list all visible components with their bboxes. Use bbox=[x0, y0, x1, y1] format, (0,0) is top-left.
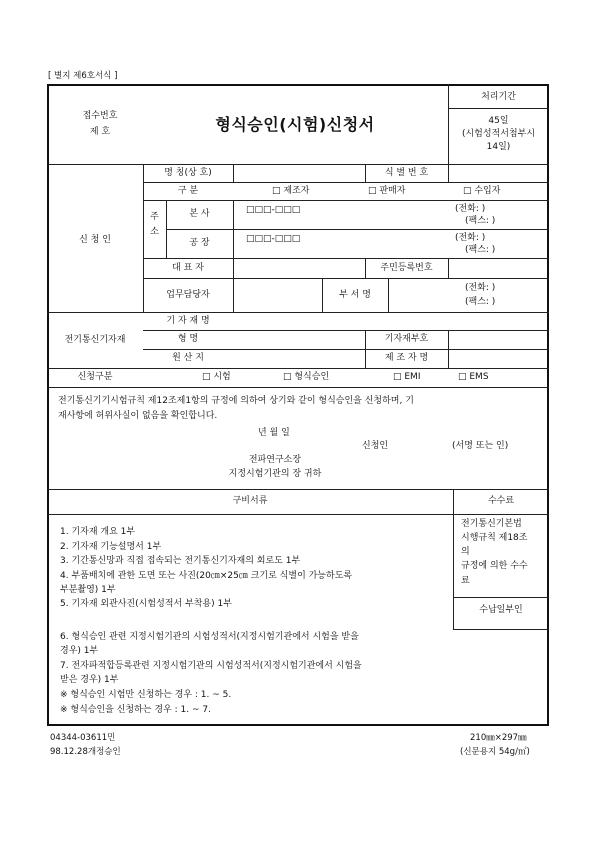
doc-item: 6. 형식승인 관련 지정시험기관의 시험성적서(지정시험기관에서 시험을 받을 bbox=[60, 632, 359, 642]
declaration-sign: (서명 또는 인) bbox=[452, 441, 509, 451]
factory-postcode[interactable]: □□□-□□□ bbox=[246, 234, 301, 244]
form-tag: [ 별지 제6호서식 ] bbox=[48, 71, 118, 81]
fee-line: 의 bbox=[461, 547, 470, 557]
receipt-no-label: 접수번호 bbox=[82, 111, 118, 121]
staff-tel[interactable]: (전화: ) bbox=[465, 283, 496, 293]
doc-item: 5. 기자재 외관사진(시험성적서 부착용) 1부 bbox=[60, 599, 232, 609]
declaration-applicant: 신청인 bbox=[362, 441, 389, 451]
period-note: (시험성적서첨부시 bbox=[461, 129, 536, 139]
form-title: 형식승인(시험)신청서 bbox=[215, 115, 375, 134]
fee-line: 료 bbox=[461, 576, 470, 586]
hq-fax[interactable]: (팩스: ) bbox=[465, 216, 496, 226]
declaration-date: 년 월 일 bbox=[258, 428, 290, 438]
period-label: 처리기간 bbox=[481, 92, 516, 102]
stamp-label: 수납일부인 bbox=[479, 605, 523, 615]
hq-postcode[interactable]: □□□-□□□ bbox=[246, 205, 301, 215]
hq-tel[interactable]: (전화: ) bbox=[455, 204, 486, 214]
equipment-section-label: 전기통신기자재 bbox=[64, 335, 126, 345]
type-label: 구 분 bbox=[177, 186, 199, 196]
model-label: 형 명 bbox=[177, 334, 199, 344]
address-label-bottom: 소 bbox=[150, 227, 159, 237]
equipment-name-label: 기 자 재 명 bbox=[166, 316, 210, 326]
name-label: 명 칭(상 호) bbox=[164, 168, 212, 178]
staff-fax[interactable]: (팩스: ) bbox=[465, 297, 496, 307]
doc-item: 2. 기자재 기능설명서 1부 bbox=[60, 542, 162, 552]
declaration-line-2: 재사항에 허위사실이 없음을 확인합니다. bbox=[58, 411, 218, 421]
resident-no-label: 주민등록번호 bbox=[380, 263, 433, 273]
staff-label: 업무담당자 bbox=[166, 290, 210, 300]
origin-label: 원 산 지 bbox=[172, 353, 204, 363]
footer-paper: (신문용지 54g/㎡) bbox=[460, 747, 530, 757]
opt-ems-checkbox[interactable]: □ EMS bbox=[458, 372, 489, 382]
maker-label: 제 조 자 명 bbox=[384, 353, 429, 363]
footer-code: 04344-03611민 bbox=[50, 733, 116, 743]
doc-note: ※ 형식승인 시험만 신청하는 경우 : 1. ~ 5. bbox=[60, 690, 232, 700]
doc-note: ※ 형식승인을 신청하는 경우 : 1. ~ 7. bbox=[60, 705, 211, 715]
address-label-top: 주 bbox=[150, 212, 159, 222]
declaration-line-1: 전기통신기기시험규칙 제12조제1항의 규정에 의하여 상기와 같이 형식승인을 신청하며, 기 bbox=[58, 396, 414, 406]
period-note-2: 14일) bbox=[486, 142, 511, 152]
opt-approval-checkbox[interactable]: □ 형식승인 bbox=[283, 372, 330, 382]
documents-header: 구비서류 bbox=[232, 496, 268, 506]
addressee-1: 전파연구소장 bbox=[248, 455, 302, 465]
id-label: 식 별 번 호 bbox=[384, 168, 429, 178]
model-no-label: 기자재부호 bbox=[384, 334, 429, 344]
receipt-no-sub: 제 호 bbox=[89, 127, 111, 137]
factory-label: 공 장 bbox=[189, 238, 210, 248]
doc-item: 받은 경우) 1부 bbox=[60, 675, 119, 685]
hq-label: 본 사 bbox=[189, 209, 210, 219]
fee-header: 수수료 bbox=[487, 496, 515, 506]
doc-item: 부분촬영) 1부 bbox=[60, 585, 116, 595]
doc-item: 1. 기자재 개요 1부 bbox=[60, 527, 136, 537]
fee-line: 시행규칙 제18조 bbox=[461, 533, 528, 543]
doc-item: 4. 부품배치에 관한 도면 또는 사진(20㎝×25㎝ 크기로 식별이 가능하도록 bbox=[60, 571, 353, 581]
applicant-section-label: 신 청 인 bbox=[79, 235, 111, 245]
factory-tel[interactable]: (전화: ) bbox=[455, 233, 486, 243]
addressee-2: 지정시험기관의 장 귀하 bbox=[228, 469, 322, 479]
opt-importer-checkbox[interactable]: □ 수입자 bbox=[463, 186, 501, 196]
doc-item: 7. 전자파적합등록관련 지정시험기관의 시험성적서(지정시험기관에서 시험을 bbox=[60, 661, 362, 671]
fee-line: 규정에 의한 수수 bbox=[461, 561, 528, 571]
factory-fax[interactable]: (팩스: ) bbox=[465, 245, 496, 255]
footer-size: 210㎜×297㎜ bbox=[470, 733, 527, 743]
representative-label: 대 표 자 bbox=[172, 263, 204, 273]
doc-item: 3. 기간통신망과 직접 접속되는 전기통신기자재의 회로도 1부 bbox=[60, 556, 301, 566]
period-value: 45일 bbox=[488, 116, 509, 126]
fee-line: 전기통신기본법 bbox=[461, 519, 522, 529]
request-type-label: 신청구분 bbox=[77, 372, 113, 382]
opt-seller-checkbox[interactable]: □ 판매자 bbox=[368, 186, 406, 196]
dept-label: 부 서 명 bbox=[339, 290, 371, 300]
opt-manufacturer-checkbox[interactable]: □ 제조자 bbox=[272, 186, 310, 196]
opt-emi-checkbox[interactable]: □ EMI bbox=[393, 372, 421, 382]
footer-approval: 98.12.28개정승인 bbox=[50, 747, 121, 757]
opt-test-checkbox[interactable]: □ 시험 bbox=[202, 372, 231, 382]
doc-item: 경우) 1부 bbox=[60, 646, 99, 656]
